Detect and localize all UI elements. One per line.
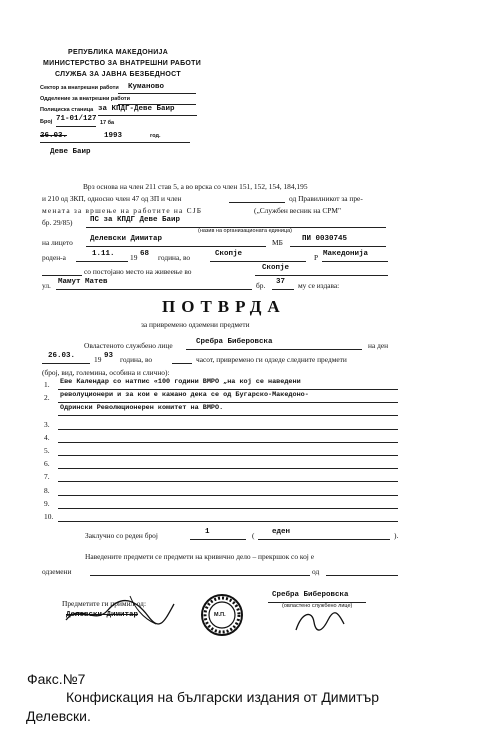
- republic-heading: РЕПУБЛИКА МАКЕДОНИЈА: [68, 49, 169, 56]
- item-underline: [58, 468, 398, 469]
- receiver-label: Предметите ги примил-од:: [62, 599, 146, 608]
- item-number: 4.: [44, 432, 50, 442]
- item-underline: [58, 415, 398, 416]
- item-number: 8.: [44, 485, 50, 495]
- station-value: за КПДГ-Деве Бaир: [98, 105, 175, 113]
- residence-underline: [255, 275, 388, 276]
- receiver-name: Делевски Димитар: [66, 611, 139, 619]
- officer-signature-note: (овластено службено лице): [282, 603, 353, 609]
- issued-label: му се издава:: [298, 281, 340, 290]
- statement-date: 26.03.: [48, 352, 76, 360]
- item-number: 5.: [44, 446, 50, 455]
- count-open-paren: (: [252, 531, 255, 540]
- statement-officer-label: Овластеното службено лице: [84, 341, 173, 350]
- person-name: Делевски Димитар: [90, 235, 163, 243]
- dept-label: Одделение за внатрешни работи: [40, 96, 131, 102]
- statement-year-label: година, во: [120, 355, 153, 364]
- house-no-underline: [272, 289, 294, 290]
- intro-line-2a: и 210 од ЗКП, односно член 47 од ЗП и член: [42, 194, 182, 203]
- born-year: 68: [140, 250, 150, 258]
- caption-line-2: Делевски.: [26, 708, 91, 724]
- seized-label: одземени: [42, 567, 72, 576]
- mb-label: МБ: [272, 238, 283, 247]
- born-place-underline: [210, 261, 306, 262]
- number-suffix: 17 ба: [100, 120, 115, 126]
- item-number: 10.: [44, 512, 54, 521]
- item-underline: [58, 429, 398, 430]
- sector-value: Куманово: [128, 83, 165, 91]
- place-value: Деве Баир: [50, 148, 91, 156]
- year-suffix: год.: [150, 133, 161, 139]
- item-underline: [58, 508, 398, 509]
- born-year-prefix: 19: [130, 253, 138, 262]
- statement-on-day: на ден: [368, 341, 389, 350]
- item-number: 1.: [44, 380, 50, 389]
- document-subtitle: за привремено одземени предмети: [141, 320, 250, 329]
- item-number: 3.: [44, 419, 50, 429]
- born-day: 1.11.: [92, 250, 115, 258]
- item-underline: [58, 481, 398, 482]
- unit-note: (назив на организационата единица): [198, 228, 292, 234]
- street-value: Мамут Матев: [58, 278, 108, 286]
- house-no-label: бр.: [256, 281, 266, 290]
- intro-line-1: Врз основа на член 211 став 5, а во врска со член 151, 152, 154, 184,195: [83, 182, 308, 191]
- statement-year-prefix: 19: [94, 355, 102, 364]
- count-word: еден: [272, 528, 291, 536]
- born-day-underline: [76, 261, 128, 262]
- sector-underline: [118, 93, 196, 94]
- caption-line-1: Конфискация на български издания от Димитър: [66, 689, 380, 705]
- residence-label: со постојано место на живеење во: [84, 267, 192, 276]
- statement-hour-underline: [172, 363, 192, 364]
- item-text: Одрински Революционерен комитет на ВМРО.: [60, 404, 224, 413]
- intro-line-3b: („Службен весник на СРМ": [254, 206, 341, 215]
- intro-line-3a: мената за вршење на работите на СЈБ: [42, 206, 203, 215]
- seized-underline: [90, 575, 310, 576]
- year-value: 1993: [104, 132, 123, 140]
- item-underline: [58, 402, 398, 403]
- station-label: Полициска станица: [40, 107, 94, 113]
- date-value: 26.03.: [40, 132, 68, 140]
- from-label: од: [312, 567, 320, 576]
- item-number: 9.: [44, 498, 50, 508]
- person-label: на лицето: [42, 238, 73, 247]
- born-year-label: година, во: [158, 253, 191, 262]
- country-underline: [322, 261, 388, 262]
- country-prefix: Р: [314, 253, 319, 262]
- name-underline: [86, 246, 266, 247]
- item-underline: [58, 442, 398, 443]
- receiver-signature: [60, 592, 180, 632]
- mb-underline: [290, 246, 386, 247]
- statement-seized: часот, привремено ги одзеде следните предмети: [196, 355, 347, 364]
- street-underline: [56, 289, 252, 290]
- statement-year: 93: [104, 352, 114, 360]
- item-number: 2.: [44, 393, 50, 403]
- item-number: 7.: [44, 472, 50, 482]
- number-value: 71-01/127: [56, 115, 97, 123]
- item-underline: [58, 521, 398, 522]
- statement-description: (број, вид, големина, особина и слично):: [42, 368, 170, 377]
- born-country: Македонија: [323, 250, 369, 258]
- item-text: револуционери и за кои е кажано дека се од Бугарско-Македоно-: [60, 391, 309, 400]
- residence-value: Скопје: [262, 264, 290, 272]
- born-place: Скопје: [215, 250, 243, 258]
- officer-signature-name: Сребра Биберовска: [272, 591, 349, 599]
- organizational-unit: ПС за КПДГ Деве Баир: [90, 216, 181, 224]
- statement-date-underline: [42, 363, 90, 364]
- house-no-value: 37: [276, 278, 286, 286]
- item-text: Еве Календар со натпис «100 години ВМРО „на кој се наведени: [60, 378, 301, 386]
- station-underline: [98, 115, 197, 116]
- fax-number: Факс.№7: [27, 671, 86, 687]
- seal-mark: М.П.: [214, 612, 226, 618]
- intro-line-2b: од Правилникот за пре-: [289, 194, 363, 203]
- born-label: роден-а: [42, 253, 66, 262]
- residence-blank-underline: [42, 275, 82, 276]
- officer-name: Сребра Биберовска: [196, 338, 273, 346]
- ministry-heading: МИНИСТЕРСТВО ЗА ВНАТРЕШНИ РАБОТИ: [43, 60, 202, 67]
- concluded-label: Заклучно со реден број: [85, 531, 158, 540]
- street-label: ул.: [42, 281, 51, 290]
- number-label: Број: [40, 119, 53, 125]
- sector-label: Сектор за внатрешни работи: [40, 85, 119, 91]
- count-close-paren: ).: [394, 531, 399, 540]
- date-underline: [40, 142, 190, 143]
- intro-line-4a: бр. 29/85): [42, 218, 73, 227]
- number-underline: [56, 126, 96, 127]
- from-underline: [326, 575, 398, 576]
- count-word-underline: [258, 539, 390, 540]
- article-underline: [229, 202, 285, 203]
- service-heading: СЛУЖБА ЗА ЈАВНА БЕЗБЕДНОСТ: [55, 71, 181, 78]
- mb-value: ПИ 0030745: [302, 235, 348, 243]
- item-number: 6.: [44, 459, 50, 469]
- document-title: ПОТВРДА: [162, 297, 286, 316]
- seizure-note: Наведените предмети се предмети на кривично дело – прекршок со кој е: [85, 552, 314, 561]
- count-number: 1: [205, 528, 210, 536]
- item-underline: [58, 455, 398, 456]
- item-underline: [58, 495, 398, 496]
- item-underline: [58, 389, 398, 390]
- officer-signature: [292, 606, 348, 636]
- count-num-underline: [190, 539, 246, 540]
- officer-underline: [186, 349, 362, 350]
